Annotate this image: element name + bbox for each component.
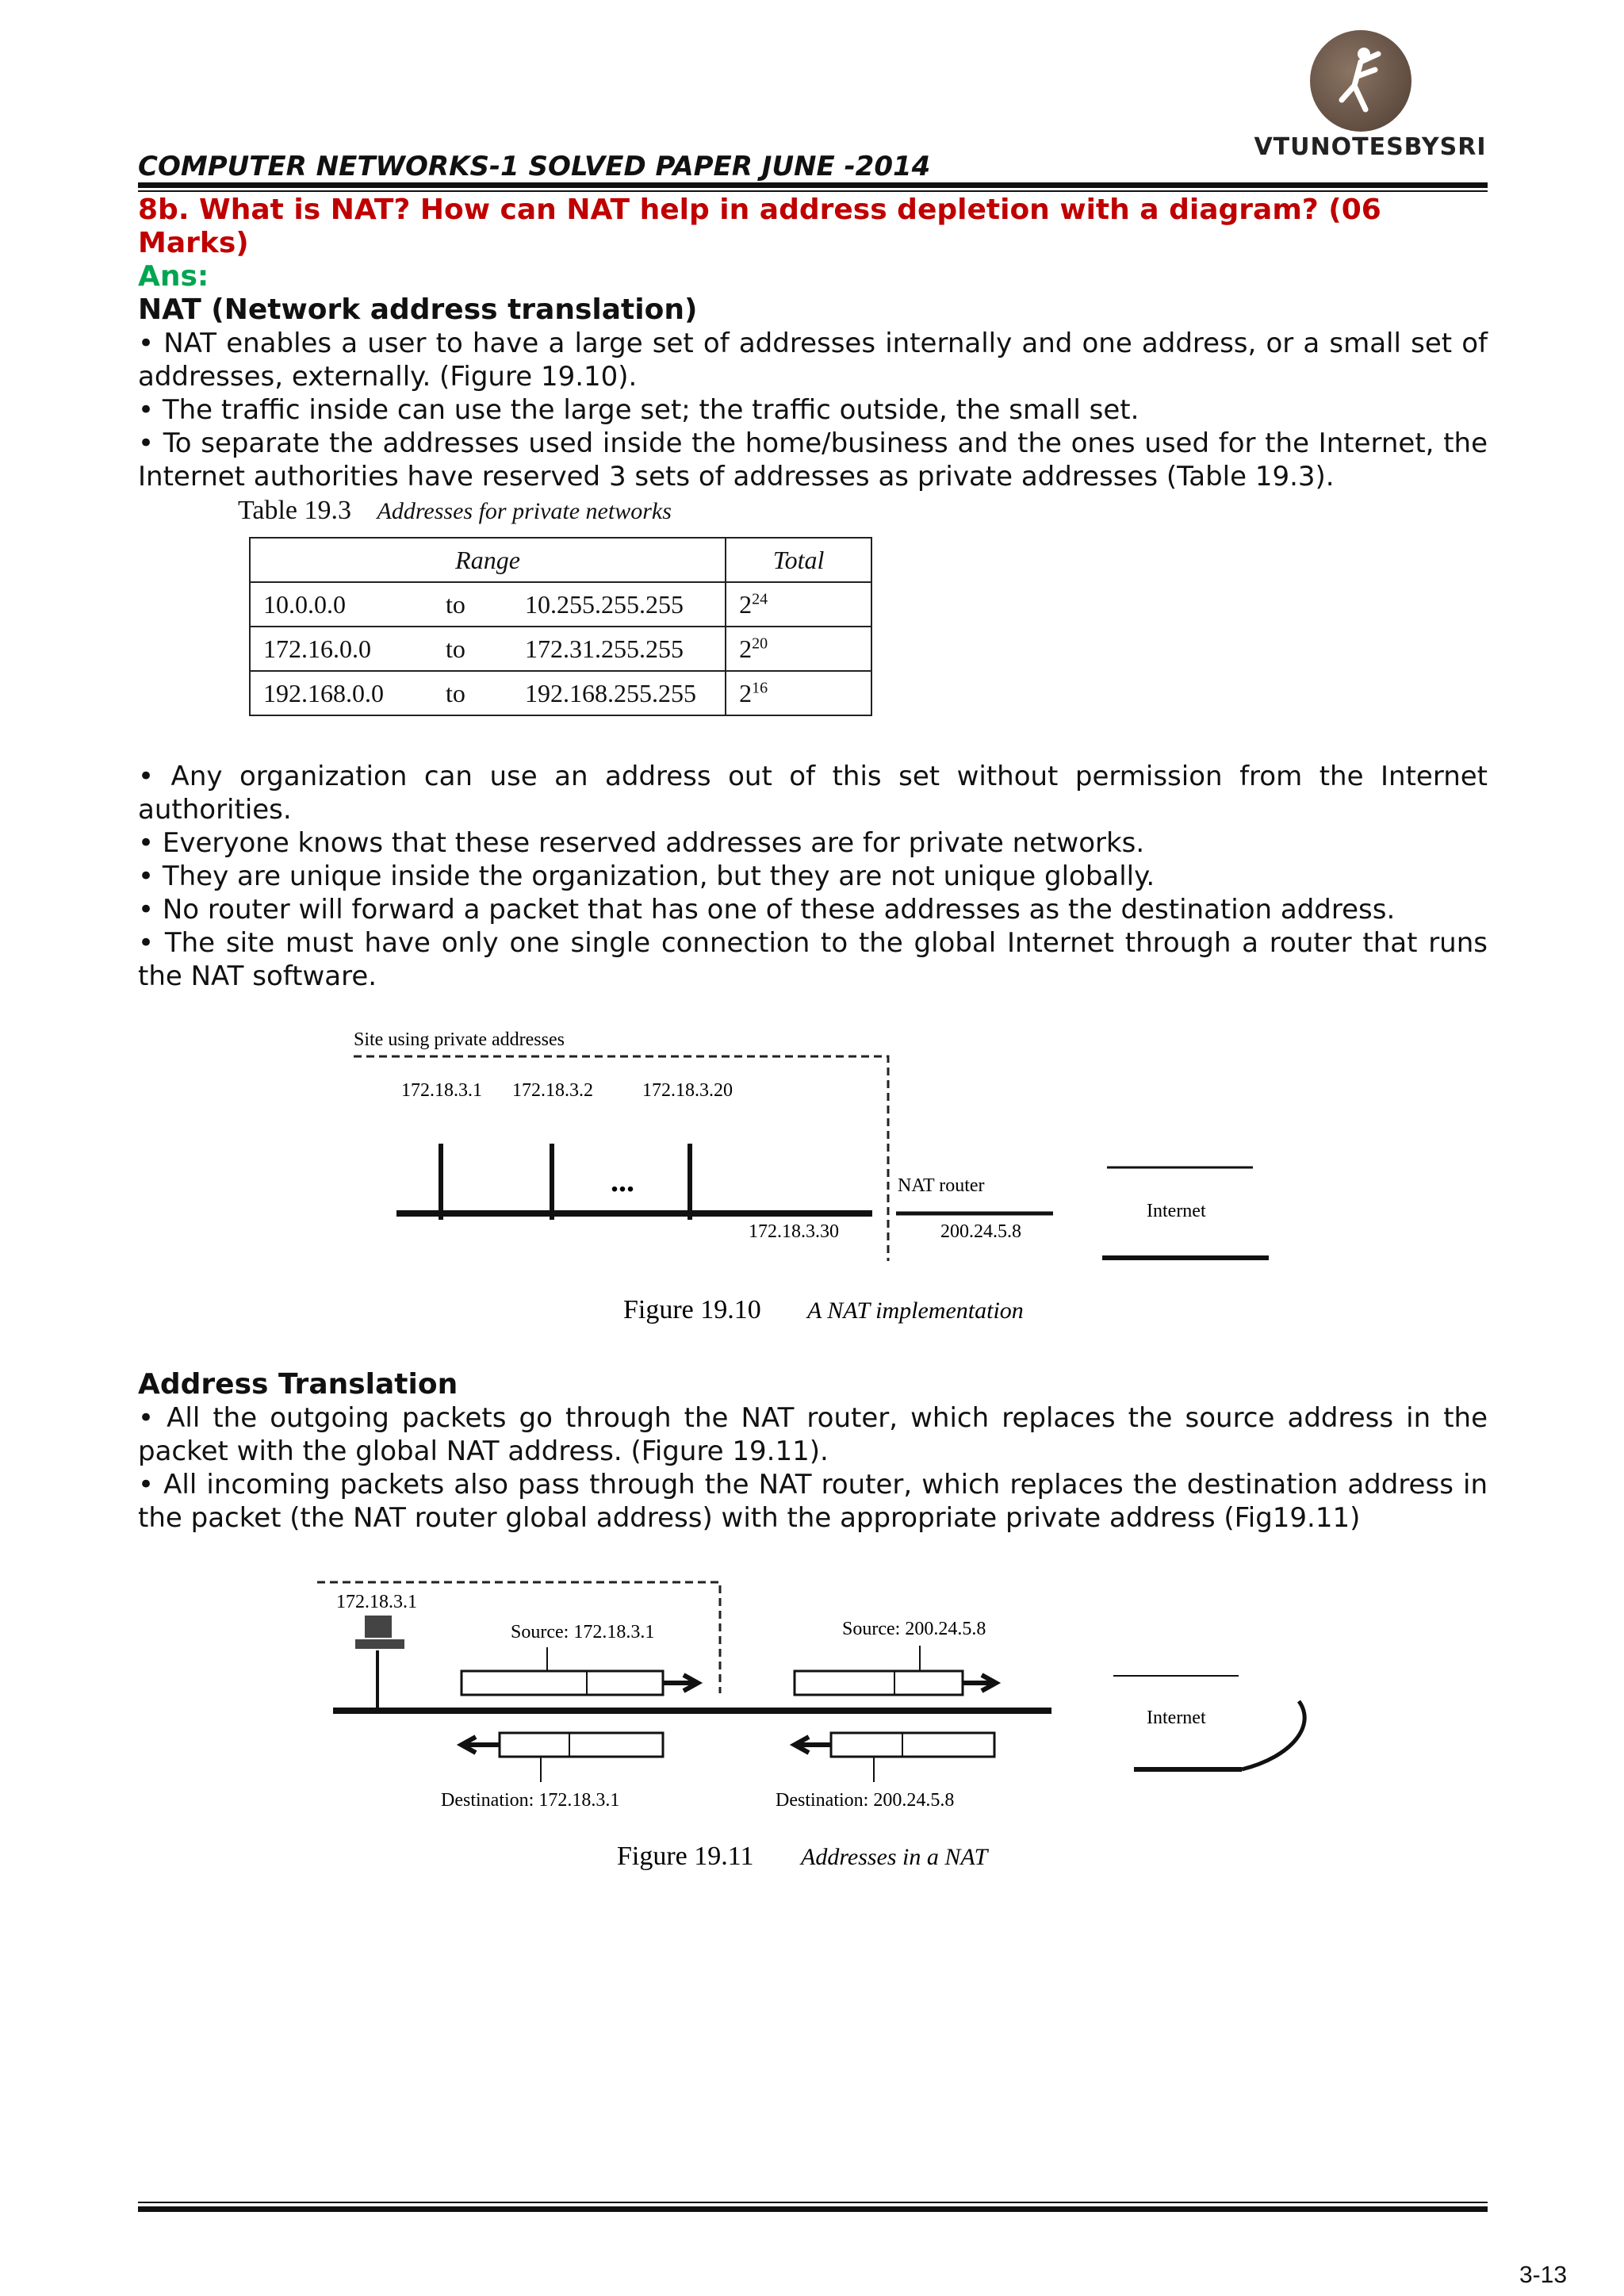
private-address-table <box>249 537 872 716</box>
incoming-packet-translated <box>500 1733 663 1757</box>
figure-caption-text: Addresses in a NAT <box>801 1844 988 1870</box>
figure-caption-number: Figure 19.11 <box>617 1842 754 1871</box>
left-arrow-icon <box>795 1737 831 1753</box>
figure-caption-text: A NAT implementation <box>807 1297 1024 1324</box>
section-heading-translation: Address Translation <box>138 1368 458 1401</box>
header-rule <box>138 182 1488 188</box>
range-to: 10.255.255.255 <box>525 589 684 619</box>
range-to: 172.31.255.255 <box>525 634 684 663</box>
bullet: • No router will forward a packet that has one of these addresses as the destination address. <box>138 894 1396 926</box>
range-from: 172.16.0.0 <box>263 634 371 663</box>
table-caption <box>238 496 872 526</box>
footer-rule <box>138 2206 1488 2212</box>
bullet: • The site must have only one single connection to the global Internet through a router that runs the NAT software. <box>138 927 1488 992</box>
question: 8b. What is NAT? How can NAT help in address depletion with a diagram? (06 Marks) <box>138 194 1381 259</box>
content-middle <box>138 760 1488 993</box>
right-arrow-icon <box>663 1675 698 1691</box>
header-total: Total <box>726 538 871 582</box>
site-label: Site using private addresses <box>354 1029 565 1050</box>
table-row <box>250 627 871 671</box>
bullet: • All incoming packets also pass through the NAT router, which replaces the destination address in the packet (the NAT router global address) with the appropriate private address (Fig19.11) <box>138 1469 1488 1534</box>
bullet: • Any organization can use an address out of this set without permission from the Internet authorities. <box>138 761 1488 826</box>
bullet: • All the outgoing packets go through the NAT router, which replaces the source address in the packet with the global NAT address. (Figure 19.11). <box>138 1402 1488 1467</box>
destination-private-label: Destination: 172.18.3.1 <box>441 1790 620 1811</box>
outgoing-packet-translated <box>795 1671 963 1695</box>
total-cell: $2^{24}$ <box>726 582 871 627</box>
internet-curve <box>1242 1701 1304 1769</box>
figure-nat-implementation <box>349 1023 1300 1332</box>
content-top <box>138 194 1488 493</box>
outgoing-packet <box>462 1671 663 1695</box>
internet-label: Internet <box>1147 1201 1206 1221</box>
incoming-packet <box>831 1733 994 1757</box>
table-figure <box>238 496 872 707</box>
range-from: 10.0.0.0 <box>263 589 346 619</box>
logo-text: VTUNOTESBYSRI <box>1254 133 1487 161</box>
ellipsis: ... <box>611 1163 634 1198</box>
climber-logo-icon <box>1310 30 1411 132</box>
range-to-word: to <box>446 634 465 663</box>
total-cell: $2^{16}$ <box>726 671 871 715</box>
range-from: 192.168.0.0 <box>263 678 384 707</box>
page-number: 3-13 <box>1519 2262 1568 2288</box>
router-global-address: 200.24.5.8 <box>940 1221 1021 1242</box>
source-global-label: Source: 200.24.5.8 <box>842 1619 986 1639</box>
figure-addresses-in-nat <box>309 1574 1340 1876</box>
table-header-row <box>250 538 871 582</box>
bullet: • To separate the addresses used inside the home/business and the ones used for the Internet, the Internet authorities have reserved 3 sets of addresses as private addresses (Table 19.3). <box>138 427 1488 493</box>
bullet: • The traffic inside can use the large set; the traffic outside, the small set. <box>138 394 1139 426</box>
answer-label: Ans: <box>138 260 209 293</box>
range-to: 192.168.255.255 <box>525 678 696 707</box>
table-caption-text: Addresses for private networks <box>377 498 672 524</box>
footer-rule-thin <box>138 2202 1488 2203</box>
bullet: • They are unique inside the organization, but they are not unique globally. <box>138 861 1155 892</box>
nat-router-label: NAT router <box>898 1175 985 1196</box>
bullet: • Everyone knows that these reserved addresses are for private networks. <box>138 827 1145 859</box>
header-range: Range <box>250 538 726 582</box>
host-address: 172.18.3.2 <box>512 1080 593 1101</box>
source-private-label: Source: 172.18.3.1 <box>511 1622 655 1642</box>
header-title: COMPUTER NETWORKS-1 SOLVED PAPER JUNE -2014 <box>138 151 931 182</box>
left-arrow-icon <box>462 1737 500 1753</box>
total-cell: $2^{20}$ <box>726 627 871 671</box>
host-address: 172.18.3.20 <box>642 1080 733 1101</box>
internet-label: Internet <box>1147 1708 1206 1728</box>
range-to-word: to <box>446 589 465 619</box>
range-to-word: to <box>446 678 465 707</box>
bullet: • NAT enables a user to have a large set of addresses internally and one address, or a small set of addresses, externally. (Figure 19.10). <box>138 328 1488 393</box>
logo <box>1243 30 1497 165</box>
content-bottom <box>138 1368 1488 1535</box>
right-arrow-icon <box>963 1675 996 1691</box>
table-row <box>250 671 871 715</box>
destination-global-label: Destination: 200.24.5.8 <box>776 1790 955 1811</box>
router-private-address: 172.18.3.30 <box>749 1221 839 1242</box>
figure-caption-number: Figure 19.10 <box>623 1295 761 1324</box>
computer-icon <box>355 1616 404 1649</box>
table-row <box>250 582 871 627</box>
header-rule-thin <box>138 190 1488 192</box>
section-heading-nat: NAT (Network address translation) <box>138 293 698 326</box>
host-address: 172.18.3.1 <box>401 1080 482 1101</box>
table-caption-number: Table 19.3 <box>238 496 352 525</box>
host-address: 172.18.3.1 <box>336 1592 417 1612</box>
